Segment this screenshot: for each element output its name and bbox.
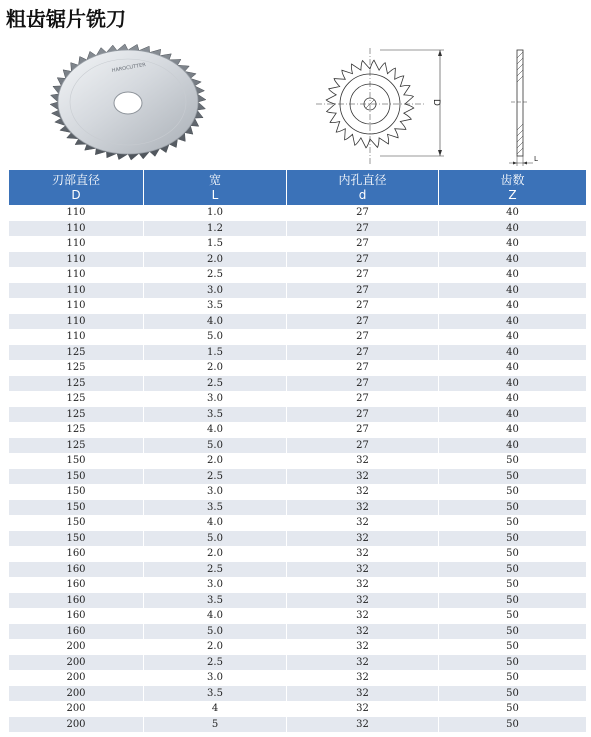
cell-teeth: 40 (439, 267, 587, 283)
cell-teeth: 50 (439, 717, 587, 733)
header-width-symbol: L (211, 188, 219, 202)
table-row (9, 236, 587, 252)
cell-diameter: 200 (9, 701, 144, 717)
cell-width: 5.0 (144, 624, 287, 640)
dimension-label-L: L (534, 155, 538, 163)
cell-teeth: 40 (439, 376, 587, 392)
cell-diameter: 125 (9, 345, 144, 361)
cell-bore: 32 (287, 469, 439, 485)
saw-blade-photo (46, 42, 210, 164)
cell-diameter: 125 (9, 422, 144, 438)
cell-width: 2.5 (144, 376, 287, 392)
blade-section (517, 50, 523, 156)
table-row (9, 546, 587, 562)
cell-width: 2.5 (144, 562, 287, 578)
cell-bore: 27 (287, 438, 439, 454)
table-row (9, 639, 587, 655)
cell-diameter: 160 (9, 608, 144, 624)
header-teeth-symbol: Z (508, 188, 517, 202)
blade-engraving: HAROCUTTER (111, 62, 147, 74)
cell-width: 5.0 (144, 531, 287, 547)
table-row (9, 345, 587, 361)
cell-width: 3.0 (144, 391, 287, 407)
cell-diameter: 150 (9, 515, 144, 531)
cell-bore: 27 (287, 407, 439, 423)
cell-bore: 27 (287, 283, 439, 299)
cell-diameter: 150 (9, 469, 144, 485)
cell-bore: 32 (287, 608, 439, 624)
cell-diameter: 150 (9, 531, 144, 547)
cell-diameter: 110 (9, 221, 144, 237)
table-row (9, 686, 587, 702)
cell-diameter: 150 (9, 484, 144, 500)
spec-table-body (9, 205, 587, 732)
cell-bore: 27 (287, 422, 439, 438)
cell-width: 1.2 (144, 221, 287, 237)
cell-teeth: 50 (439, 639, 587, 655)
cell-bore: 32 (287, 655, 439, 671)
side-view-drawing (503, 46, 547, 170)
cell-bore: 27 (287, 267, 439, 283)
cell-bore: 32 (287, 686, 439, 702)
cell-teeth: 40 (439, 298, 587, 314)
cell-bore: 32 (287, 701, 439, 717)
cell-bore: 32 (287, 670, 439, 686)
cell-bore: 27 (287, 376, 439, 392)
cell-teeth: 50 (439, 531, 587, 547)
cell-bore: 27 (287, 221, 439, 237)
table-row (9, 655, 587, 671)
cell-bore: 27 (287, 314, 439, 330)
cell-bore: 27 (287, 252, 439, 268)
header-teeth-name: 齿数 (500, 173, 525, 187)
table-row (9, 438, 587, 454)
cell-bore: 32 (287, 562, 439, 578)
cell-bore: 27 (287, 236, 439, 252)
cell-teeth: 40 (439, 391, 587, 407)
cell-teeth: 40 (439, 360, 587, 376)
table-row (9, 469, 587, 485)
cell-diameter: 125 (9, 407, 144, 423)
cell-teeth: 50 (439, 608, 587, 624)
cell-diameter: 160 (9, 546, 144, 562)
table-row (9, 593, 587, 609)
header-bore (287, 170, 439, 205)
cell-diameter: 110 (9, 236, 144, 252)
cell-bore: 32 (287, 546, 439, 562)
cell-width: 1.0 (144, 205, 287, 221)
cell-teeth: 40 (439, 221, 587, 237)
cell-width: 1.5 (144, 345, 287, 361)
table-row (9, 670, 587, 686)
cell-diameter: 110 (9, 314, 144, 330)
cell-teeth: 50 (439, 469, 587, 485)
cell-diameter: 125 (9, 438, 144, 454)
cell-teeth: 50 (439, 655, 587, 671)
table-row (9, 484, 587, 500)
cell-bore: 27 (287, 205, 439, 221)
cell-diameter: 110 (9, 252, 144, 268)
cell-diameter: 125 (9, 391, 144, 407)
cell-width: 3.5 (144, 500, 287, 516)
cell-bore: 32 (287, 639, 439, 655)
cell-width: 4.0 (144, 314, 287, 330)
cell-width: 3.5 (144, 593, 287, 609)
table-row (9, 577, 587, 593)
cell-teeth: 40 (439, 345, 587, 361)
cell-teeth: 40 (439, 438, 587, 454)
cell-bore: 32 (287, 624, 439, 640)
cell-diameter: 125 (9, 360, 144, 376)
table-row (9, 624, 587, 640)
table-row (9, 562, 587, 578)
cell-bore: 27 (287, 329, 439, 345)
cell-width: 3.5 (144, 686, 287, 702)
arbor-hole (114, 92, 142, 114)
cell-width: 3.0 (144, 484, 287, 500)
header-diameter (9, 170, 144, 205)
header-bore-name: 内孔直径 (338, 173, 387, 187)
cell-bore: 32 (287, 593, 439, 609)
table-row (9, 267, 587, 283)
dimension-label-D: D (431, 99, 441, 106)
cell-diameter: 110 (9, 205, 144, 221)
table-row (9, 701, 587, 717)
cell-width: 3.5 (144, 407, 287, 423)
header-width (144, 170, 287, 205)
cell-width: 2.5 (144, 469, 287, 485)
cell-width: 2.0 (144, 360, 287, 376)
cell-teeth: 50 (439, 453, 587, 469)
cell-bore: 32 (287, 515, 439, 531)
cell-width: 2.0 (144, 252, 287, 268)
header-bore-symbol: d (358, 188, 367, 202)
cell-diameter: 200 (9, 717, 144, 733)
table-row (9, 531, 587, 547)
table-row (9, 500, 587, 516)
cell-diameter: 110 (9, 267, 144, 283)
table-row (9, 298, 587, 314)
cell-width: 2.5 (144, 655, 287, 671)
page-title: 粗齿锯片铣刀 (6, 7, 126, 31)
cell-width: 2.5 (144, 267, 287, 283)
cell-teeth: 40 (439, 283, 587, 299)
cell-diameter: 110 (9, 283, 144, 299)
table-row (9, 360, 587, 376)
cell-width: 1.5 (144, 236, 287, 252)
cell-width: 3.5 (144, 298, 287, 314)
cell-width: 2.0 (144, 546, 287, 562)
cell-diameter: 150 (9, 500, 144, 516)
spec-table (8, 170, 587, 732)
cell-width: 3.0 (144, 283, 287, 299)
cell-width: 4.0 (144, 422, 287, 438)
cell-teeth: 40 (439, 252, 587, 268)
cell-teeth: 50 (439, 577, 587, 593)
cell-diameter: 200 (9, 639, 144, 655)
table-row (9, 391, 587, 407)
cell-width: 5 (144, 717, 287, 733)
cell-diameter: 160 (9, 593, 144, 609)
cell-diameter: 110 (9, 298, 144, 314)
cell-bore: 32 (287, 577, 439, 593)
cell-width: 3.0 (144, 577, 287, 593)
cell-teeth: 50 (439, 500, 587, 516)
header-diameter-name: 刃部直径 (51, 173, 100, 187)
cell-width: 5.0 (144, 329, 287, 345)
cell-diameter: 125 (9, 376, 144, 392)
cell-diameter: 150 (9, 453, 144, 469)
cell-teeth: 40 (439, 407, 587, 423)
cell-width: 5.0 (144, 438, 287, 454)
table-row (9, 515, 587, 531)
cell-teeth: 50 (439, 701, 587, 717)
table-row (9, 407, 587, 423)
cell-teeth: 50 (439, 686, 587, 702)
cell-teeth: 40 (439, 236, 587, 252)
header-teeth (439, 170, 587, 205)
table-row (9, 422, 587, 438)
table-row (9, 283, 587, 299)
cell-bore: 27 (287, 391, 439, 407)
table-row (9, 453, 587, 469)
cell-teeth: 40 (439, 205, 587, 221)
cell-width: 4.0 (144, 515, 287, 531)
table-header-row (9, 170, 587, 205)
cell-bore: 32 (287, 717, 439, 733)
table-row (9, 252, 587, 268)
cell-teeth: 50 (439, 515, 587, 531)
cell-teeth: 50 (439, 562, 587, 578)
table-row (9, 314, 587, 330)
cell-teeth: 50 (439, 546, 587, 562)
table-row (9, 205, 587, 221)
front-view-drawing (312, 46, 452, 170)
table-row (9, 717, 587, 733)
cell-bore: 32 (287, 484, 439, 500)
cell-diameter: 200 (9, 670, 144, 686)
table-row (9, 221, 587, 237)
cell-width: 4 (144, 701, 287, 717)
cell-diameter: 200 (9, 655, 144, 671)
cell-bore: 27 (287, 360, 439, 376)
cell-diameter: 110 (9, 329, 144, 345)
cell-teeth: 40 (439, 314, 587, 330)
cell-width: 4.0 (144, 608, 287, 624)
cell-diameter: 160 (9, 562, 144, 578)
cell-bore: 32 (287, 500, 439, 516)
cell-teeth: 40 (439, 422, 587, 438)
cell-width: 3.0 (144, 670, 287, 686)
cell-teeth: 50 (439, 624, 587, 640)
cell-width: 2.0 (144, 453, 287, 469)
cell-diameter: 200 (9, 686, 144, 702)
cell-teeth: 40 (439, 329, 587, 345)
table-row (9, 329, 587, 345)
cell-teeth: 50 (439, 484, 587, 500)
cell-teeth: 50 (439, 593, 587, 609)
header-diameter-symbol: D (71, 188, 81, 202)
cell-bore: 27 (287, 298, 439, 314)
cell-width: 2.0 (144, 639, 287, 655)
cell-diameter: 160 (9, 577, 144, 593)
cell-bore: 32 (287, 453, 439, 469)
table-row (9, 608, 587, 624)
cell-diameter: 160 (9, 624, 144, 640)
cell-bore: 27 (287, 345, 439, 361)
cell-teeth: 50 (439, 670, 587, 686)
header-width-name: 宽 (208, 173, 221, 187)
table-row (9, 376, 587, 392)
cell-bore: 32 (287, 531, 439, 547)
